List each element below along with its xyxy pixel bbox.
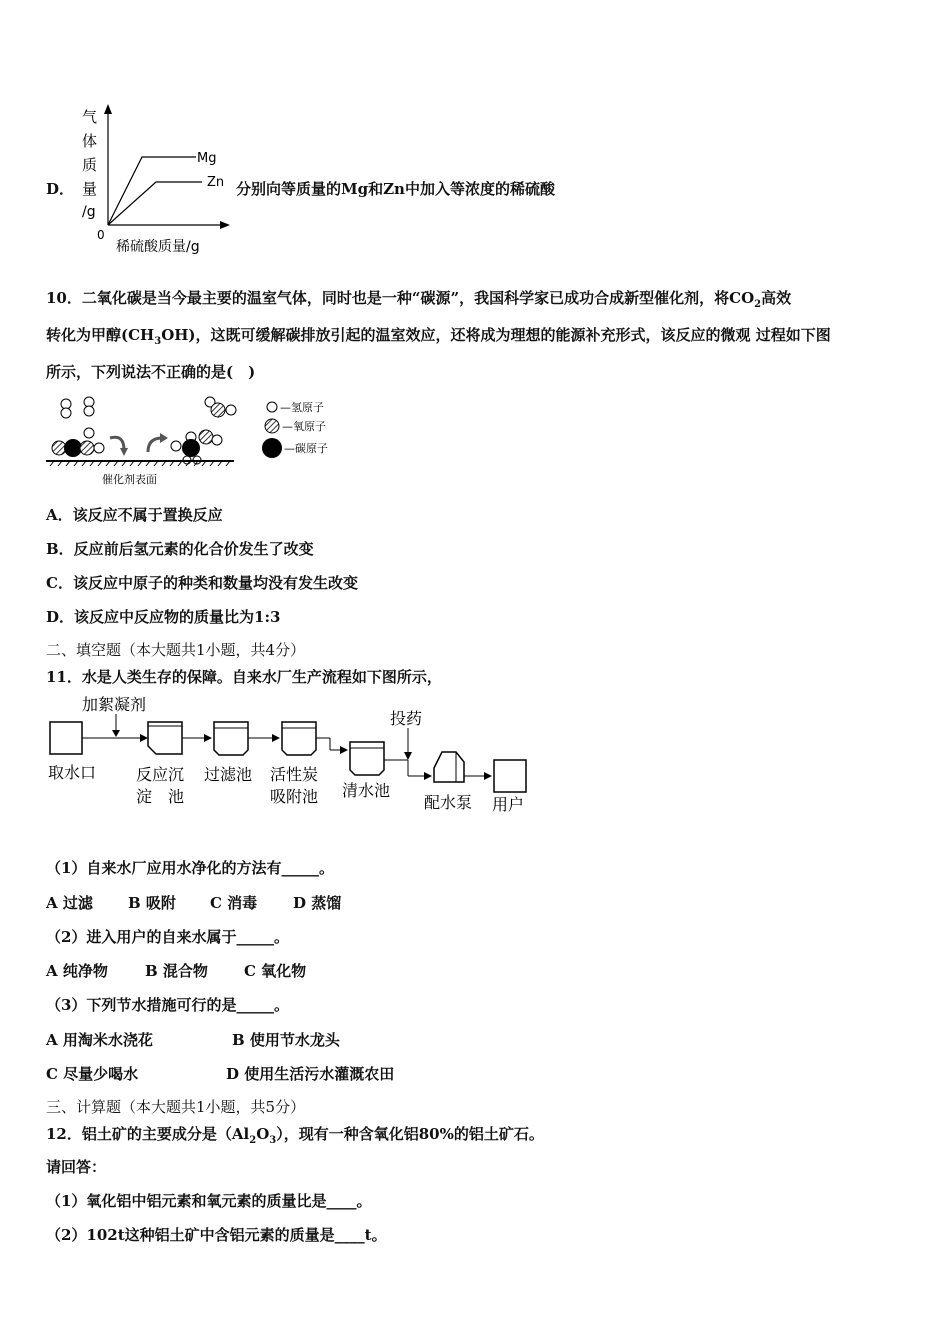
q10-option-c: C．该反应中原子的种类和数量均没有发生改变 bbox=[46, 574, 358, 592]
q11-part3-opt-a: A 用淘米水浇花 bbox=[46, 1031, 153, 1049]
q12-ask: 请回答： bbox=[46, 1158, 107, 1176]
legend-hydrogen: —氢原子 bbox=[280, 401, 324, 414]
graph-xlabel: 稀硫酸质量/g bbox=[116, 239, 200, 255]
flow-user: 用户 bbox=[492, 795, 525, 814]
q11-part1-opt-d: D 蒸馏 bbox=[293, 894, 342, 912]
q10-reaction-diagram bbox=[44, 392, 344, 490]
graph-ylabel-1: 气 bbox=[82, 108, 98, 126]
flow-pump: 配水泵 bbox=[424, 793, 473, 812]
graph-label-mg: Mg bbox=[197, 151, 217, 166]
q12-part2: （2）102t这种铝土矿中含铝元素的质量是____t。 bbox=[46, 1226, 387, 1244]
diagram-caption: 催化剂表面 bbox=[102, 473, 157, 486]
q11-part1: （1）自来水厂应用水净化的方法有_____。 bbox=[46, 859, 334, 877]
flow-sedim-1: 反应沉 bbox=[136, 765, 185, 784]
legend-carbon-icon bbox=[262, 438, 282, 458]
graph-series-mg bbox=[108, 157, 196, 225]
graph-ylabel-3: 质 bbox=[82, 156, 98, 174]
q12-stem: 12．铝土矿的主要成分是$(Al_2O_3)$，现有一种含氧化铝80%的铝土矿石。 bbox=[46, 1125, 544, 1146]
graph-origin: 0 bbox=[97, 228, 105, 242]
q12-part1: （1）氧化铝中铝元素和氧元素的质量比是____。 bbox=[46, 1192, 372, 1210]
q11-part2: （2）进入用户的自来水属于_____。 bbox=[46, 928, 289, 946]
section-2-heading: 二、填空题（本大题共1小题，共4分） bbox=[46, 641, 306, 659]
q11-stem: 11．水是人类生存的保障。自来水厂生产流程如下图所示， bbox=[46, 668, 442, 686]
flow-sedim-2: 淀 池 bbox=[136, 787, 185, 806]
flow-filter: 过滤池 bbox=[204, 765, 253, 784]
flow-clear: 清水池 bbox=[342, 781, 391, 800]
legend-oxygen: —氧原子 bbox=[282, 420, 326, 433]
legend-hydrogen-icon bbox=[267, 402, 277, 412]
q10-option-a: A．该反应不属于置换反应 bbox=[46, 506, 223, 524]
q10-option-b: B．反应前后氢元素的化合价发生了改变 bbox=[46, 540, 314, 558]
q9d-graph bbox=[70, 100, 240, 258]
graph-ylabel-2: 体 bbox=[82, 132, 98, 150]
q11-part1-opt-a: A 过滤 bbox=[46, 894, 93, 912]
section-3-heading: 三、计算题（本大题共1小题，共5分） bbox=[46, 1098, 306, 1116]
q11-part1-opt-b: B 吸附 bbox=[128, 894, 176, 912]
flow-carbon-2: 吸附池 bbox=[270, 787, 319, 806]
flow-coagulant: 加絮凝剂 bbox=[82, 695, 147, 714]
q11-part3-opt-c: C 尽量少喝水 bbox=[46, 1065, 139, 1083]
q9d-label: D． bbox=[46, 180, 75, 198]
legend-carbon: —碳原子 bbox=[284, 442, 328, 455]
q10-line1: 10．二氧化碳是当今最主要的温室气体，同时也是一种“碳源”，我国科学家已成功合成新型催化剂，将$CO_2$高效 bbox=[46, 289, 792, 310]
graph-ylabel-4: 量 bbox=[82, 180, 98, 198]
q11-part3: （3）下列节水措施可行的是_____。 bbox=[46, 996, 289, 1014]
graph-label-zn: Zn bbox=[207, 175, 225, 190]
q11-flow-diagram bbox=[44, 692, 544, 822]
q10-line3: 所示，下列说法不正确的是( ) bbox=[46, 363, 256, 381]
graph-ylabel-5: /g bbox=[82, 204, 96, 220]
q11-part2-opt-b: B 混合物 bbox=[145, 962, 208, 980]
q9d-text: 分别向等质量的Mg和Zn中加入等浓度的稀硫酸 bbox=[236, 180, 555, 198]
legend-oxygen-icon bbox=[265, 419, 279, 433]
q10-option-d: D．该反应中反应物的质量比为1:3 bbox=[46, 608, 281, 626]
graph-y-arrow bbox=[104, 104, 112, 114]
q11-part3-opt-b: B 使用节水龙头 bbox=[232, 1031, 340, 1049]
flow-dosing: 投药 bbox=[390, 709, 423, 728]
graph-x-arrow bbox=[220, 221, 230, 229]
flow-carbon-1: 活性炭 bbox=[270, 765, 319, 784]
q10-line2: 转化为甲醇$(CH_3OH)$，这既可缓解碳排放引起的温室效应，还将成为理想的能源补充形式，该反应的微观 过程如下图 bbox=[46, 326, 831, 347]
q11-part2-opt-a: A 纯净物 bbox=[46, 962, 108, 980]
q11-part1-opt-c: C 消毒 bbox=[210, 894, 258, 912]
flow-intake: 取水口 bbox=[48, 763, 97, 782]
graph-series-zn bbox=[108, 182, 202, 225]
q11-part2-opt-c: C 氧化物 bbox=[244, 962, 307, 980]
q11-part3-opt-d: D 使用生活污水灌溉农田 bbox=[226, 1065, 395, 1083]
